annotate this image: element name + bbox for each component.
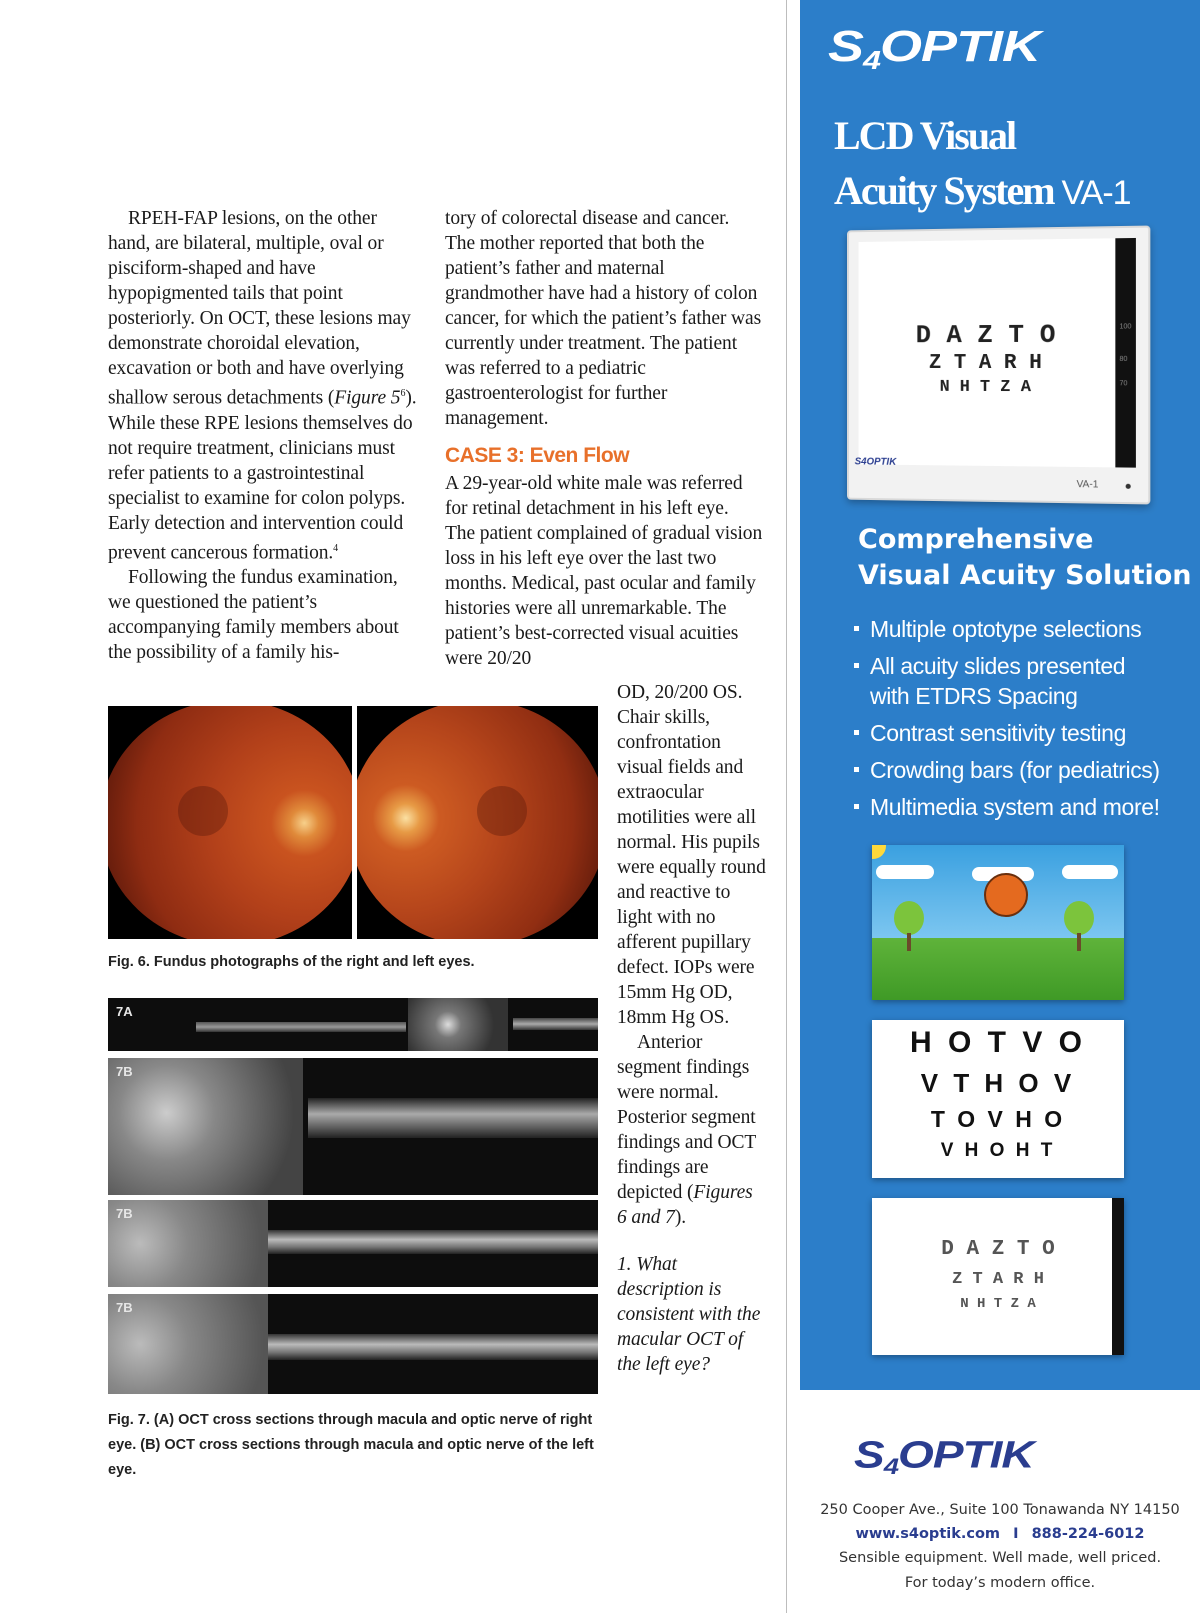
cloud-icon — [1062, 865, 1118, 879]
figure-label: 7B — [116, 1300, 133, 1315]
monitor-side-bar — [1115, 238, 1136, 468]
optotype-line: V H O H T — [940, 1140, 1056, 1161]
figure-7-caption: Fig. 7. (A) OCT cross sections through macula and optic nerve of right eye. (B) OCT cross sections through macula and optic nerve of the left eye. — [108, 1412, 594, 1478]
optotype-line: Z T A R H — [952, 1270, 1044, 1289]
optotype-line: D A Z T O — [915, 319, 1056, 351]
brand-logo-bottom: $S_4OPTIK$ — [854, 1432, 1034, 1479]
company-address: 250 Cooper Ave., Suite 100 Tonawanda NY 14150 — [820, 1502, 1180, 1518]
paragraph-referral: tory of colorectal disease and cancer. The mother reported that both the patient’s father and maternal grandmother have had a history of colon cancer, for which the patient’s father was currently under treatment. The patient was referred to a pediatric gastroenterologist for further management. — [445, 208, 762, 429]
ad-title: LCD Visual Acuity System VA-1 — [834, 113, 1131, 213]
paragraph-rpeh-fap: RPEH-FAP lesions, on the other hand, are bilateral, multiple, oval or pisciform-shaped and have hypopigmented tails that point posteriorly. On OCT, these lesions may demonstrate choroidal elevation, excavation or both and have overlying shallow serous detachments (Figure $5^6$). While these RPE lesions themselves do not require treatment, clinicians must refer patients to a gastrointestinal specialist to examine for colon polyps. Early detection and intervention could prevent cancerous formation.$^4$ — [108, 208, 417, 563]
fundus-photo-left-eye — [357, 706, 598, 939]
hotv-chart-image — [872, 1020, 1124, 1178]
figure-label: 7A — [116, 1004, 133, 1019]
figure-label: 7B — [116, 1064, 133, 1079]
website-link[interactable]: www.s4optik.com — [855, 1526, 1001, 1542]
figure-reference: Figure 5 — [334, 387, 401, 409]
oct-image-7b-2 — [108, 1200, 598, 1287]
monitor-logo: S4OPTIK — [854, 456, 897, 468]
figure-6-caption: Fig. 6. Fundus photographs of the right and left eyes. — [108, 954, 475, 970]
feature-item: All acuity slides presented with ETDRS Spacing — [854, 651, 1170, 711]
optotype-line: T O V H O — [930, 1106, 1066, 1132]
contact-line: www.s4optik.com I 888-224-6012 — [855, 1526, 1145, 1542]
feature-item: Contrast sensitivity testing — [854, 718, 1170, 748]
pediatric-screen-image — [872, 845, 1124, 1000]
phone-number[interactable]: 888-224-6012 — [1031, 1526, 1145, 1542]
question-1: 1. What description is consistent with the macular OCT of the left eye? — [617, 1254, 761, 1375]
figure-reference: Figures 6 and 7 — [617, 1182, 753, 1228]
basketball-character-icon — [984, 873, 1028, 917]
optotype-line: V T H O V — [920, 1068, 1076, 1098]
oct-image-7b-3 — [108, 1294, 598, 1394]
tree-icon — [1064, 901, 1094, 935]
cloud-icon — [876, 865, 934, 879]
fundus-photo-right-eye — [108, 706, 352, 939]
paragraph-exam: OD, 20/200 OS. Chair skills, confrontation visual fields and extraocular motilities were all normal. His pupils were equally round and reactive to light with no afferent pupillary defect. IOPs were 15mm Hg OD, 18mm Hg OS. — [617, 682, 766, 1028]
case-heading: CASE 3: Even Flow — [445, 444, 630, 467]
paragraph-case-3: A 29-year-old white male was referred for retinal detachment in his left eye. The patient complained of gradual vision loss in his left eye over the last two months. Medical, past ocular and family histories were all unremarkable. The patient’s best-corrected visual acuities were 20/20 — [445, 473, 763, 669]
oct-image-7a — [108, 998, 598, 1051]
optotype-line: D A Z T O — [941, 1238, 1055, 1261]
optotype-line: H O T V O — [909, 1026, 1086, 1059]
feature-list — [854, 614, 1170, 829]
ad-blue-panel — [800, 0, 1200, 1390]
power-indicator — [1126, 484, 1131, 489]
monitor-side-bar — [1112, 1198, 1124, 1355]
paragraph-family-history: Following the fundus examination, we questioned the patient’s accompanying family members about the possibility of a family his- — [108, 567, 399, 663]
optotype-line: Z T A R H — [928, 351, 1042, 376]
page-divider — [786, 0, 787, 1613]
article-column-2 — [445, 206, 763, 671]
advertisement[interactable] — [800, 0, 1200, 1613]
lcd-monitor-image: D A Z T O Z T A R H N H T Z A 100 80 70 S4OPTIK VA-1 — [847, 226, 1150, 505]
feature-item: Crowding bars (for pediatrics) — [854, 755, 1170, 785]
sun-icon — [872, 845, 886, 859]
monitor-model: VA-1 — [1076, 479, 1099, 491]
optotype-line: N H T Z A — [939, 377, 1031, 398]
citation: 4 — [333, 542, 339, 554]
article-column-1 — [108, 206, 418, 665]
brand-logo: $S_4OPTIK$ — [828, 22, 1041, 75]
oct-image-7b-1 — [108, 1058, 598, 1195]
ad-subtitle: Comprehensive Visual Acuity Solution — [858, 524, 1192, 591]
tagline: Sensible equipment. Well made, well priced. — [838, 1550, 1162, 1566]
tagline: For today’s modern office. — [904, 1575, 1096, 1591]
citation: 6 — [400, 388, 406, 399]
tree-icon — [894, 901, 924, 935]
paragraph-findings: Anterior segment findings were normal. Posterior segment findings and OCT findings are depicted (Figures 6 and 7). — [617, 1032, 756, 1228]
optotype-line: N H T Z A — [960, 1296, 1036, 1312]
figure-label: 7B — [116, 1206, 133, 1221]
feature-item: Multiple optotype selections — [854, 614, 1170, 644]
feature-item: Multimedia system and more! — [854, 792, 1170, 822]
article-column-3 — [617, 680, 767, 1377]
etdrs-chart-image — [872, 1198, 1124, 1355]
monitor-screen — [859, 238, 1116, 467]
